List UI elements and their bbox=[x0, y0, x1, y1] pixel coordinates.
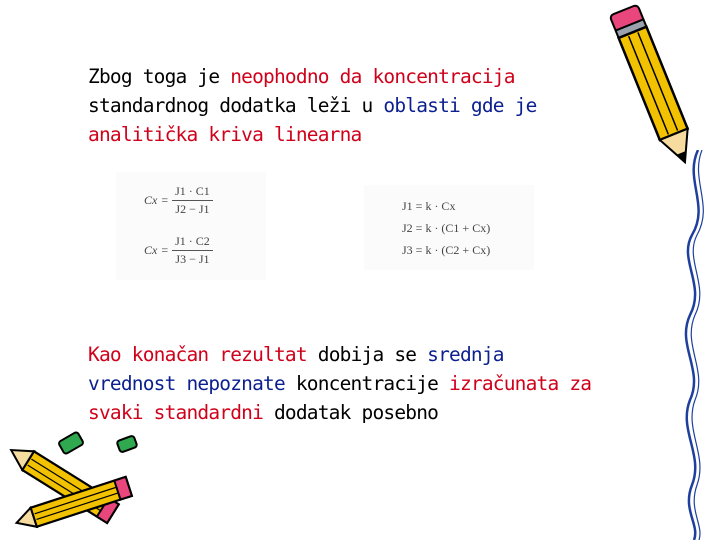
result-line-3-highlight: svaki standardni bbox=[88, 401, 264, 424]
intro-line-2-highlight: oblasti gde je bbox=[383, 94, 537, 117]
formula-j3: J3 = k · (C2 + Cx) bbox=[402, 243, 491, 257]
result-line-2-text: koncentracije bbox=[284, 372, 450, 395]
formula-block-right bbox=[364, 185, 534, 270]
pencil-icon bbox=[600, 0, 710, 170]
formula-j1: J1 = k · Cx bbox=[402, 199, 456, 213]
result-line-1-text: dobija se bbox=[306, 343, 428, 366]
squiggle-line-icon bbox=[670, 150, 720, 540]
intro-line-1 bbox=[88, 62, 668, 91]
intro-paragraph bbox=[88, 62, 668, 149]
result-line-2 bbox=[88, 369, 688, 398]
formula-equals: = bbox=[161, 193, 169, 207]
intro-line-2 bbox=[88, 91, 668, 120]
intro-line-3 bbox=[88, 120, 668, 149]
result-line-3 bbox=[88, 398, 688, 427]
formula-equals: = bbox=[161, 243, 169, 257]
result-line-1 bbox=[88, 340, 688, 369]
formula-cx-1 bbox=[144, 184, 213, 217]
result-line-1-highlight: Kao konačan rezultat bbox=[88, 343, 307, 366]
formula-lhs: Cx bbox=[144, 193, 158, 207]
result-paragraph bbox=[88, 340, 688, 427]
result-line-1-highlight-2: srednja bbox=[427, 343, 504, 366]
formula-j2: J2 = k · (C1 + Cx) bbox=[402, 221, 491, 235]
intro-line-3-highlight: analitička kriva linearna bbox=[88, 123, 362, 146]
intro-line-2-text: standardnog dodatka leži u bbox=[88, 94, 384, 117]
result-line-2-highlight: vrednost nepoznate bbox=[88, 372, 285, 395]
result-line-3-text: dodatak posebno bbox=[263, 401, 439, 424]
formula-lhs: Cx bbox=[144, 243, 158, 257]
formula-numerator: J1 · C2 bbox=[172, 234, 213, 251]
formula-denominator: J2 − J1 bbox=[175, 202, 210, 216]
formula-cx-2 bbox=[144, 234, 213, 267]
intro-line-1-highlight: neophodno da koncentracija bbox=[230, 65, 515, 88]
formula-numerator: J1 · C1 bbox=[172, 184, 213, 201]
result-line-2-highlight-2: izračunata za bbox=[449, 372, 592, 395]
intro-line-1-text: Zbog toga je bbox=[88, 65, 231, 88]
formula-block-left bbox=[116, 172, 266, 280]
pencils-icon bbox=[0, 428, 150, 538]
formula-denominator: J3 − J1 bbox=[175, 252, 210, 266]
